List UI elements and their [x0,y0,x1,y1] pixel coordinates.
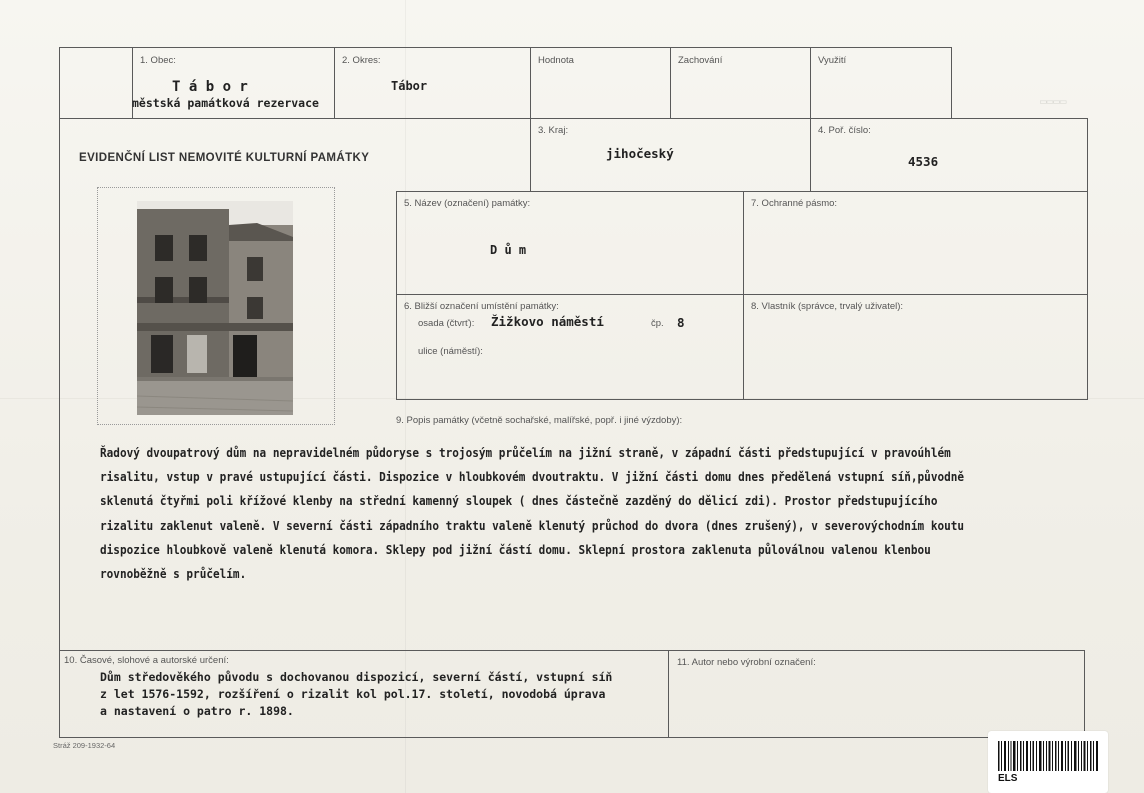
barcode-text: ELS [998,773,1018,784]
umisteni-label: 6. Bližší označení umístění památky: [404,301,559,312]
rule [1087,118,1088,400]
ulice-label: ulice (náměstí): [418,346,483,357]
rule [810,47,811,191]
popis-line: rovnoběžně s průčelím. [100,567,247,582]
osada-label: osada (čtvrť): [418,318,475,329]
rule [334,47,335,118]
popis-line: risalitu, vstup v pravé ustupující části. Dispozice v hloubkovém dvoutraktu. V jižní části domu dnes předělená vstupní síň,původně [100,470,965,485]
kraj-label: 3. Kraj: [538,125,569,136]
print-code: Stráž 209-1932-64 [53,741,116,750]
rule [396,399,1087,400]
okres-value: Tábor [391,79,428,93]
rule [59,118,951,119]
rule [59,47,60,738]
popis-label: 9. Popis památky (včetně sochařské, malířské, popř. i jiné výzdoby): [396,415,683,426]
popis-text [100,441,983,586]
obec-value: T á b o r [172,79,248,95]
rule [1084,650,1085,738]
vlastnik-label: 8. Vlastník (správce, trvalý uživatel): [751,301,904,312]
popis-line: dispozice hloubkově valeně klenutá komora. Sklepy pod jižní částí domu. Sklepní prostora zaklenuta půloválnou valenou klenbou [100,542,931,557]
rule [59,737,1067,738]
casove-label: 10. Časové, slohové a autorské určení: [64,655,229,666]
vyuziti-label: Využití [818,55,847,66]
zachovani-label: Zachování [678,55,723,66]
okres-label: 2. Okres: [342,55,381,66]
por-cislo-label: 4. Poř. číslo: [818,125,871,136]
form-title: EVIDENČNÍ LIST NEMOVITÉ KULTURNÍ PAMÁTKY [79,152,370,164]
obec-label: 1. Obec: [140,55,176,66]
rule [59,650,1085,651]
autor-label: 11. Autor nebo výrobní označení: [677,657,816,668]
building-photo [137,201,293,415]
casove-text [100,669,612,720]
nazev-value: D ů m [490,243,527,257]
rule [59,47,951,48]
hodnota-label: Hodnota [538,55,574,66]
casove-line: z let 1576-1592, rozšíření o rizalit kol pol.17. století, novodobá úprava [100,687,606,701]
rule [396,294,1087,295]
cp-value: 8 [677,315,685,330]
cp-label: čp. [651,318,664,329]
rule [670,47,671,118]
popis-line: sklenutá čtyřmi poli křížové klenby na střední kamenný sloupek ( dnes částečně zazděný do dělicí zdi). Prostor předstupujícího [100,494,938,509]
barcode-label [988,731,1108,793]
kraj-value: jihočeský [606,146,674,161]
casove-line: a nastavení o patro r. 1898. [100,704,294,718]
bleed-through-mark: ▭▭▭▭ [1040,95,1067,108]
osada-value: Žižkovo náměstí [491,314,604,329]
por-cislo-value: 4536 [908,154,939,169]
rule [951,47,952,118]
rule [668,650,669,738]
ochranne-pasmo-label: 7. Ochranné pásmo: [751,198,838,209]
popis-line: rizalitu zaklenut valeně. V severní části západního traktu valeně klenutý průchod do dvora (dnes zrušený), v severovýchodním koutu [100,518,965,533]
barcode-icon [998,741,1098,771]
casove-line: Dům středověkého původu s dochovanou dispozicí, severní částí, vstupní síň [100,670,613,684]
rule [396,191,397,399]
rule [396,191,1087,192]
rule [951,118,1087,119]
obec-subtitle: městská památková rezervace [132,96,319,110]
nazev-label: 5. Název (označení) památky: [404,198,531,209]
popis-line: Řadový dvoupatrový dům na nepravidelném půdoryse s trojosým průčelím na jižní straně, v západní části předstupující v pravoúhlém [100,446,951,460]
rule [530,47,531,191]
rule [743,191,744,399]
